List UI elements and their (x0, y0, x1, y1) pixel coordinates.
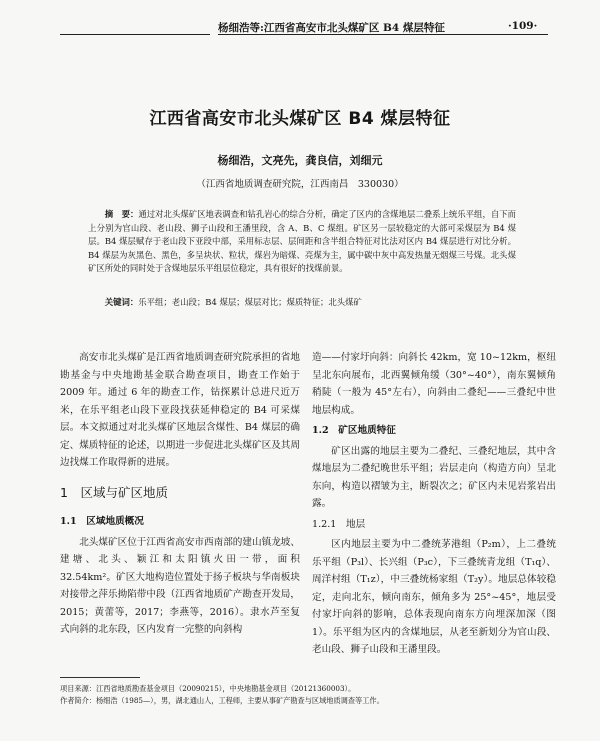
section-1-2-1-heading: 1.2.1 地层 (312, 518, 366, 530)
paper-title: 江西省高安市北头煤矿区 B4 煤层特征 (149, 109, 451, 129)
continued-paragraph: 造——付家圩向斜：向斜长 42km，宽 10~12km，枢纽呈北东向展布，北西翼倾角缓（30°~40°），南东翼倾角稍陡（一般为 45°左右），向斜由二叠纪——三叠纪中世地层构成。 (312, 352, 556, 416)
section-1-2-heading: 1.2 矿区地质特征 (312, 425, 396, 436)
keywords-text: 乐平组；老山段；B4 煤层；煤层对比；煤质特征；北头煤矿 (138, 297, 362, 307)
section-1-1-paragraph: 北头煤矿区位于江西省高安市西南部的建山镇龙坡、建塘、北头、颖江和太阳镇火田一带，面积 32.54km²。矿区大地构造位置处于扬子板块与华南板块对接带之萍乐拗陷带中段（江西省地质矿产勘查开发局，2015；黄蕾等，2017；李燕等，2016）。隶水芦至复式向斜的北东段，区内发育一完整的向斜构 (60, 536, 300, 635)
body-column-right (312, 349, 556, 659)
header-rule-right (218, 34, 548, 35)
abstract (88, 208, 516, 276)
section-1-2-paragraph: 矿区出露的地层主要为二叠纪、三叠纪地层，其中含煤地层为二叠纪晚世乐平组；岩层走向（构造方向）呈北东向，构造以褶皱为主，断裂次之；矿区内未见岩浆岩出露。 (312, 445, 556, 509)
running-header-title: 杨细浩等:江西省高安市北头煤矿区 B4 煤层特征 (218, 22, 445, 34)
abstract-label: 摘 要： (104, 209, 139, 219)
authors: 杨细浩，文亮先，龚良信，刘细元 (217, 154, 383, 167)
footnote-funding: 项目来源：江西省地质勘查基金项目（20090215），中央地勘基金项目（20121360003）。 (60, 684, 356, 693)
keywords (88, 296, 528, 308)
running-header (0, 16, 600, 36)
footnote-rule (60, 677, 140, 678)
section-1-heading: 1 区域与矿区地质 (60, 484, 168, 500)
header-rule-left (60, 34, 210, 35)
intro-paragraph: 高安市北头煤矿是江西省地质调查研究院承担的省地勘基金与中央地勘基金联合勘查项目，勘查工作始于 2009 年。通过 6 年的勘查工作，钻探累计总进尺近万米，在乐平组老山段下亚段找获延伸稳定的 B4 可采煤层。本文拟通过对北头煤矿区地层含煤性、B4 煤层的确定、煤质特征的论述，以期进一步促进北头煤矿区及其周边找煤工作取得新的进展。 (60, 352, 300, 468)
keywords-label: 关键词： (104, 297, 139, 307)
affiliation: （江西省地质调查研究院，江西南昌 330030） (196, 179, 404, 190)
page-number: ·109· (508, 20, 538, 32)
section-1-2-1-paragraph: 区内地层主要为中二叠统茅港组（P₂m），上二叠统乐平组（P₃l）、长兴组（P₃c），下三叠统青龙组（T₁q）、周洋村组（T₁z），中三叠统杨家组（T₂y）。地层总体较稳定，走向北东，倾向南东，倾角多为 25°~45°，地层受付家圩向斜的影响，总体表现向南东方向埋深加深（图 1）。乐平组为区内的含煤地层，从老至新划分为官山段、老山段、狮子山段和王潘里段。 (312, 539, 556, 655)
footnote-author-bio: 作者简介：杨细浩（1985—），男，湖北通山人，工程师，主要从事矿产勘查与区域地质调查等工作。 (60, 696, 384, 705)
section-1-1-heading: 1.1 区域地质概况 (60, 516, 144, 527)
body-column-left (60, 349, 300, 639)
abstract-text: 通过对北头煤矿区地表调查和钻孔岩心的综合分析，确定了区内的含煤地层二叠系上统乐平组，自下而上分别为官山段、老山段、狮子山段和王潘里段，含 A、B、C 煤组。矿区另一层较稳定的大部可采煤层为 B4 煤层。B4 煤层赋存于老山段下亚段中部，采用标志层、层间距和含半组合特征对比法对区内 B4 煤层进行对比分析。B4 煤层为灰黑色、黑色，多呈块状、粒状，煤岩为暗煤、亮煤为主，属中碳中灰中高发热量无烟煤三号煤。北头煤矿区所处的同时处于含煤地层乐平组层位稳定，具有很好的找煤前景。 (88, 209, 517, 273)
